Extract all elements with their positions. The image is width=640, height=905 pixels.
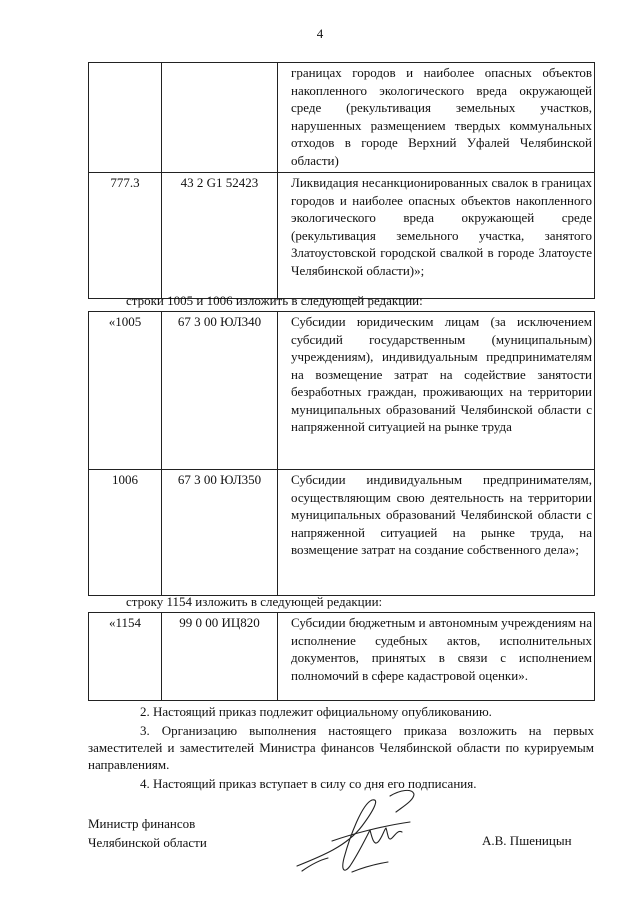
table2-intro: строки 1005 и 1006 изложить в следующей редакции: (126, 293, 423, 308)
row-code-cell: 67 3 00 ЮЛ350 (162, 470, 278, 596)
row-code-cell: 67 3 00 ЮЛ340 (162, 312, 278, 470)
handwritten-signature (292, 786, 432, 881)
signatory-title (88, 814, 207, 852)
row-number-cell: «1154 (89, 613, 162, 701)
row-number-cell: «1005 (89, 312, 162, 470)
row-text-cell: Субсидии бюджетным и автономным учреждениям на исполнение судебных актов, исполнительных документов, принятых в связи с исполнением полномочий в сфере кадастровой оценки». (278, 613, 595, 701)
row-text-cell: Субсидии юридическим лицам (за исключением субсидий государственным (муниципальным) учреждениям), индивидуальным предпринимателям на возмещение затрат на содействие занятости безработных граждан, проживающих на территории муниципальных образований Челябинской области с напряженной ситуацией на рынке труда (278, 312, 595, 470)
row-number-cell (89, 63, 162, 173)
signatory-title-line2: Челябинской области (88, 835, 207, 850)
item-2: 2. Настоящий приказ подлежит официальному опубликованию. (140, 704, 492, 719)
row-text-cell: Субсидии индивидуальным предпринимателям, осуществляющим свою деятельность на территории муниципальных образований Челябинской области с напряженной ситуацией на рынке труда, на возмещение затрат на создание собственного дела»; (278, 470, 595, 596)
item-4: 4. Настоящий приказ вступает в силу со дня его подписания. (140, 776, 477, 791)
budget-codes-table-2 (88, 311, 595, 596)
table-row (89, 173, 595, 299)
row-code-cell: 99 0 00 ИЦ820 (162, 613, 278, 701)
budget-codes-table-1 (88, 62, 595, 299)
row-number-cell: 777.3 (89, 173, 162, 299)
item-3: 3. Организацию выполнения настоящего приказа возложить на первых заместителей и заместителей Министра финансов Челябинской области по курируемым направлениям. (88, 723, 594, 772)
row-text-cell: Ликвидация несанкционированных свалок в границах городов и наиболее опасных объектов накопленного экологического вреда окружающей среде (рекультивация земельного участка, занятого Златоустовской городской свалкой в городе Златоусте Челябинской области)»; (278, 173, 595, 299)
page-number: 4 (316, 26, 324, 41)
table-row (89, 613, 595, 701)
table-row (89, 312, 595, 470)
table-row (89, 63, 595, 173)
table3-intro: строку 1154 изложить в следующей редакции: (126, 594, 383, 609)
row-number-cell: 1006 (89, 470, 162, 596)
row-text-cell: границах городов и наиболее опасных объектов накопленного экологического вреда окружающей среде (рекультивация земельных участков, нарушенных размещением твердых коммунальных отходов в городе Верхний Уфалей Челябинской области) (278, 63, 595, 173)
signatory-name: А.В. Пшеницын (482, 833, 572, 848)
budget-codes-table-3 (88, 612, 595, 701)
row-code-cell (162, 63, 278, 173)
table-row (89, 470, 595, 596)
signatory-title-line1: Министр финансов (88, 816, 196, 831)
row-code-cell: 43 2 G1 52423 (162, 173, 278, 299)
